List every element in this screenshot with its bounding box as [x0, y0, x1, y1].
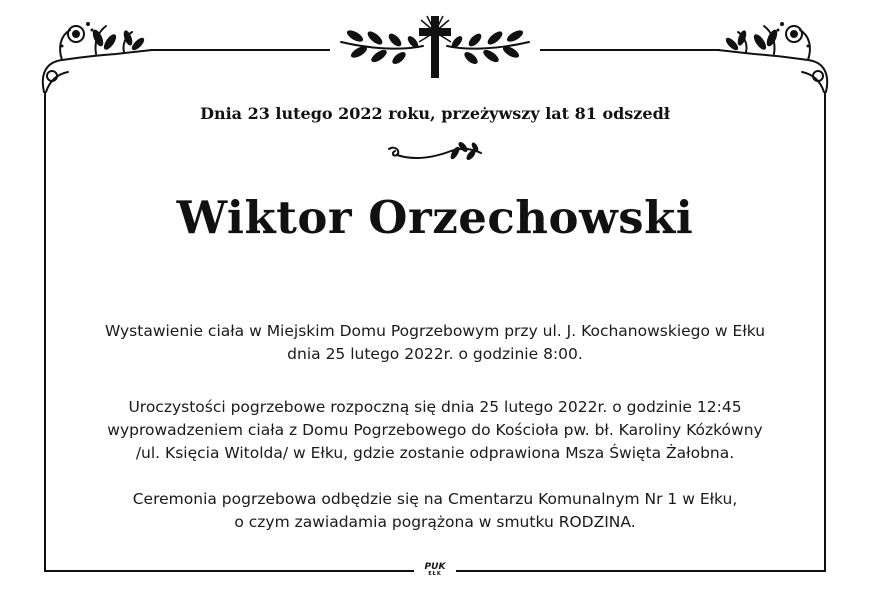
burial-paragraph — [50, 488, 820, 534]
deceased-name: Wiktor Orzechowski — [176, 191, 694, 244]
vine-divider-icon — [385, 141, 485, 165]
paragraph-line: Wystawienie ciała w Miejskim Domu Pogrzebowym przy ul. J. Kochanowskiego w Ełku — [104, 322, 766, 340]
frame-left-border — [44, 92, 46, 572]
logo-sub-text: EŁK — [428, 571, 442, 577]
death-date-line: Dnia 23 lutego 2022 roku, przeżywszy lat 81 odszedł — [200, 104, 670, 123]
frame-right-border — [824, 92, 826, 572]
funeral-ceremony-paragraph — [50, 396, 820, 465]
viewing-paragraph — [50, 320, 820, 366]
paragraph-line: wyprowadzeniem ciała z Domu Pogrzebowego do Kościoła pw. bł. Karoliny Kózkówny — [107, 421, 763, 439]
frame-bottom-border-left — [44, 570, 414, 572]
logo-main-text: PUK — [424, 562, 446, 572]
paragraph-line: /ul. Księcia Witolda/ w Ełku, gdzie zostanie odprawiona Msza Święta Żałobna. — [135, 444, 735, 462]
paragraph-line: Ceremonia pogrzebowa odbędzie się na Cmentarzu Komunalnym Nr 1 w Ełku, — [132, 490, 738, 508]
cross-laurel-ornament — [335, 12, 535, 80]
top-rule-right — [540, 49, 720, 51]
paragraph-line: dnia 25 lutego 2022r. o godzinie 8:00. — [287, 345, 583, 363]
puk-logo — [416, 563, 454, 577]
floral-corner-left-icon — [36, 14, 156, 98]
frame-bottom-border-right — [456, 570, 826, 572]
paragraph-line: Uroczystości pogrzebowe rozpoczną się dnia 25 lutego 2022r. o godzinie 12:45 — [128, 398, 742, 416]
floral-corner-right-icon — [714, 14, 834, 98]
cross-with-rays-icon — [419, 16, 451, 78]
top-rule-left — [150, 49, 330, 51]
paragraph-line: o czym zawiadamia pogrążona w smutku RODZINA. — [234, 513, 636, 531]
